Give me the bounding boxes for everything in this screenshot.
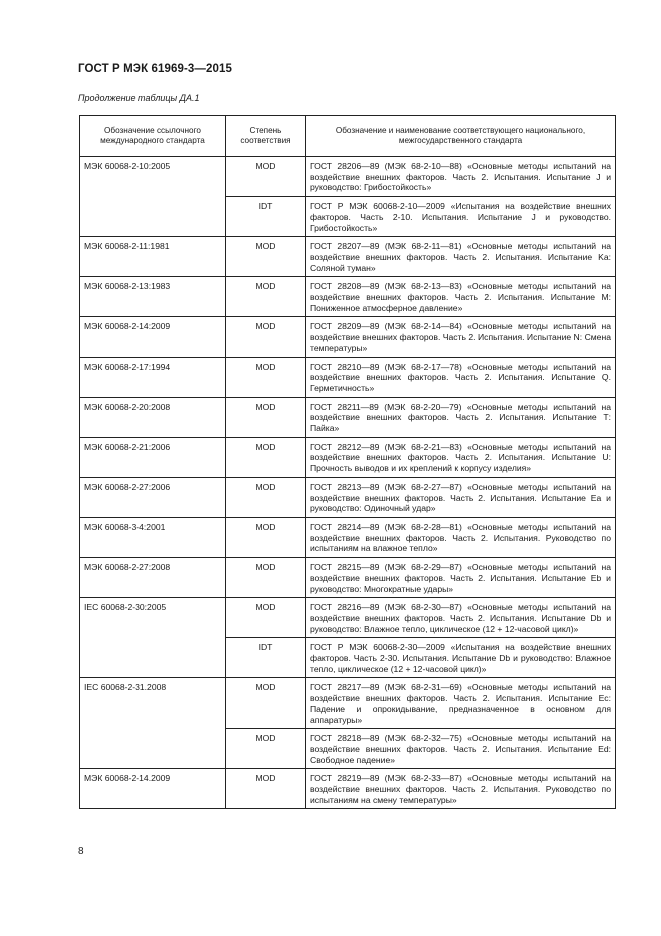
national-standard-cell: ГОСТ 28218—89 (МЭК 68-2-32—75) «Основные методы испытаний на воздействие внешних факторов. Часть 2. Испытания. Испытание Ed: Свободное падение»: [306, 729, 616, 769]
degree-cell: MOD: [226, 357, 306, 397]
intl-standard-cell: МЭК 60068-2-11:1981: [80, 237, 226, 277]
intl-standard-cell: IEC 60068-2-31.2008: [80, 678, 226, 769]
degree-cell: MOD: [226, 678, 306, 729]
page-number: 8: [78, 846, 84, 857]
table-row: [80, 769, 616, 809]
table-row: [80, 558, 616, 598]
intl-standard-cell: МЭК 60068-2-20:2008: [80, 397, 226, 437]
national-standard-cell: ГОСТ 28219—89 (МЭК 68-2-33—87) «Основные методы испытаний на воздействие внешних факторов. Часть 2. Испытания. Руководство по испытаниям на смену температуры»: [306, 769, 616, 809]
degree-cell: MOD: [226, 437, 306, 477]
table-row: [80, 157, 616, 197]
intl-standard-cell: МЭК 60068-3-4:2001: [80, 517, 226, 557]
degree-cell: MOD: [226, 729, 306, 769]
national-standard-cell: ГОСТ 28214—89 (МЭК 68-2-28—81) «Основные методы испытаний на воздействие внешних факторов. Часть 2. Испытания. Руководство по испытаниям на влажное тепло»: [306, 517, 616, 557]
intl-standard-cell: МЭК 60068-2-10:2005: [80, 157, 226, 237]
national-standard-cell: ГОСТ 28216—89 (МЭК 68-2-30—87) «Основные методы испытаний на воздействие внешних факторов. Часть 2. Испытания. Испытание Db и руководство: Влажное тепло, циклическое (12 + 12-часовой цикл)»: [306, 598, 616, 638]
national-standard-cell: ГОСТ 28212—89 (МЭК 68-2-21—83) «Основные методы испытаний на воздействие внешних факторов. Часть 2. Испытания. Испытание U: Прочность выводов и их креплений к корпусу изделия»: [306, 437, 616, 477]
table-header-row: [80, 116, 616, 157]
intl-standard-cell: МЭК 60068-2-21:2006: [80, 437, 226, 477]
table-row: [80, 397, 616, 437]
table-row: [80, 678, 616, 729]
intl-standard-cell: МЭК 60068-2-14.2009: [80, 769, 226, 809]
table-row: [80, 477, 616, 517]
column-header-degree: Степень соответствия: [226, 116, 306, 157]
national-standard-cell: ГОСТ 28213—89 (МЭК 68-2-27—87) «Основные методы испытаний на воздействие внешних факторов. Часть 2. Испытания. Испытание Еа и руководство: Одиночный удар»: [306, 477, 616, 517]
degree-cell: MOD: [226, 397, 306, 437]
table-row: [80, 277, 616, 317]
table-row: [80, 517, 616, 557]
national-standard-cell: ГОСТ 28206—89 (МЭК 68-2-10—88) «Основные методы испытаний на воздействие внешних факторов. Часть 2. Испытания. Испытание J и руководство: Грибостойкость»: [306, 157, 616, 197]
degree-cell: IDT: [226, 638, 306, 678]
national-standard-cell: ГОСТ Р МЭК 60068-2-30—2009 «Испытания на воздействие внешних факторов. Часть 2-30. Испытания. Испытание Db и руководство: Влажное тепло, циклическое (12 + 12-часовой цикл)»: [306, 638, 616, 678]
intl-standard-cell: МЭК 60068-2-27:2006: [80, 477, 226, 517]
table-row: [80, 237, 616, 277]
intl-standard-cell: МЭК 60068-2-14:2009: [80, 317, 226, 357]
national-standard-cell: ГОСТ 28210—89 (МЭК 68-2-17—78) «Основные методы испытаний на воздействие внешних факторов. Часть 2. Испытания. Испытание Q. Герметичность»: [306, 357, 616, 397]
degree-cell: MOD: [226, 769, 306, 809]
table-caption: Продолжение таблицы ДА.1: [78, 93, 200, 103]
document-title: ГОСТ Р МЭК 61969-3—2015: [78, 63, 232, 75]
degree-cell: MOD: [226, 598, 306, 638]
national-standard-cell: ГОСТ 28208—89 (МЭК 68-2-13—83) «Основные методы испытаний на воздействие внешних факторов. Часть 2. Испытания. Испытание М: Пониженное атмосферное давление»: [306, 277, 616, 317]
national-standard-cell: ГОСТ 28217—89 (МЭК 68-2-31—69) «Основные методы испытаний на воздействие внешних факторов. Часть 2. Испытания. Испытание Ec: Падение и опрокидывание, предназначенное в основном для аппаратуры»: [306, 678, 616, 729]
degree-cell: IDT: [226, 197, 306, 237]
degree-cell: MOD: [226, 558, 306, 598]
degree-cell: MOD: [226, 477, 306, 517]
intl-standard-cell: IEC 60068-2-30:2005: [80, 598, 226, 678]
national-standard-cell: ГОСТ 28209—89 (МЭК 68-2-14—84) «Основные методы испытаний на воздействие внешних факторов. Часть 2. Испытания. Испытание N: Смена температуры»: [306, 317, 616, 357]
column-header-intl-standard: Обозначение ссылочного международного стандарта: [80, 116, 226, 157]
intl-standard-cell: МЭК 60068-2-17:1994: [80, 357, 226, 397]
table-row: [80, 317, 616, 357]
standards-table: [79, 115, 616, 809]
intl-standard-cell: МЭК 60068-2-13:1983: [80, 277, 226, 317]
table-row: [80, 437, 616, 477]
national-standard-cell: ГОСТ Р МЭК 60068-2-10—2009 «Испытания на воздействие внешних факторов. Часть 2-10. Испытания. Испытание J и руководство. Грибостойкость»: [306, 197, 616, 237]
intl-standard-cell: МЭК 60068-2-27:2008: [80, 558, 226, 598]
national-standard-cell: ГОСТ 28207—89 (МЭК 68-2-11—81) «Основные методы испытаний на воздействие внешних факторов. Часть 2. Испытания. Испытание Ka: Соляной туман»: [306, 237, 616, 277]
column-header-national-standard: Обозначение и наименование соответствующего национального, межгосударственного стандарта: [306, 116, 616, 157]
degree-cell: MOD: [226, 237, 306, 277]
degree-cell: MOD: [226, 517, 306, 557]
table-row: [80, 357, 616, 397]
table-row: [80, 598, 616, 638]
degree-cell: MOD: [226, 317, 306, 357]
national-standard-cell: ГОСТ 28215—89 (МЭК 68-2-29—87) «Основные методы испытаний на воздействие внешних факторов. Часть 2. Испытания. Испытание Eb и руководство: Многократные удары»: [306, 558, 616, 598]
degree-cell: MOD: [226, 277, 306, 317]
degree-cell: MOD: [226, 157, 306, 197]
national-standard-cell: ГОСТ 28211—89 (МЭК 68-2-20—79) «Основные методы испытаний на воздействие внешних факторов. Часть 2. Испытания. Испытание Т: Пайка»: [306, 397, 616, 437]
